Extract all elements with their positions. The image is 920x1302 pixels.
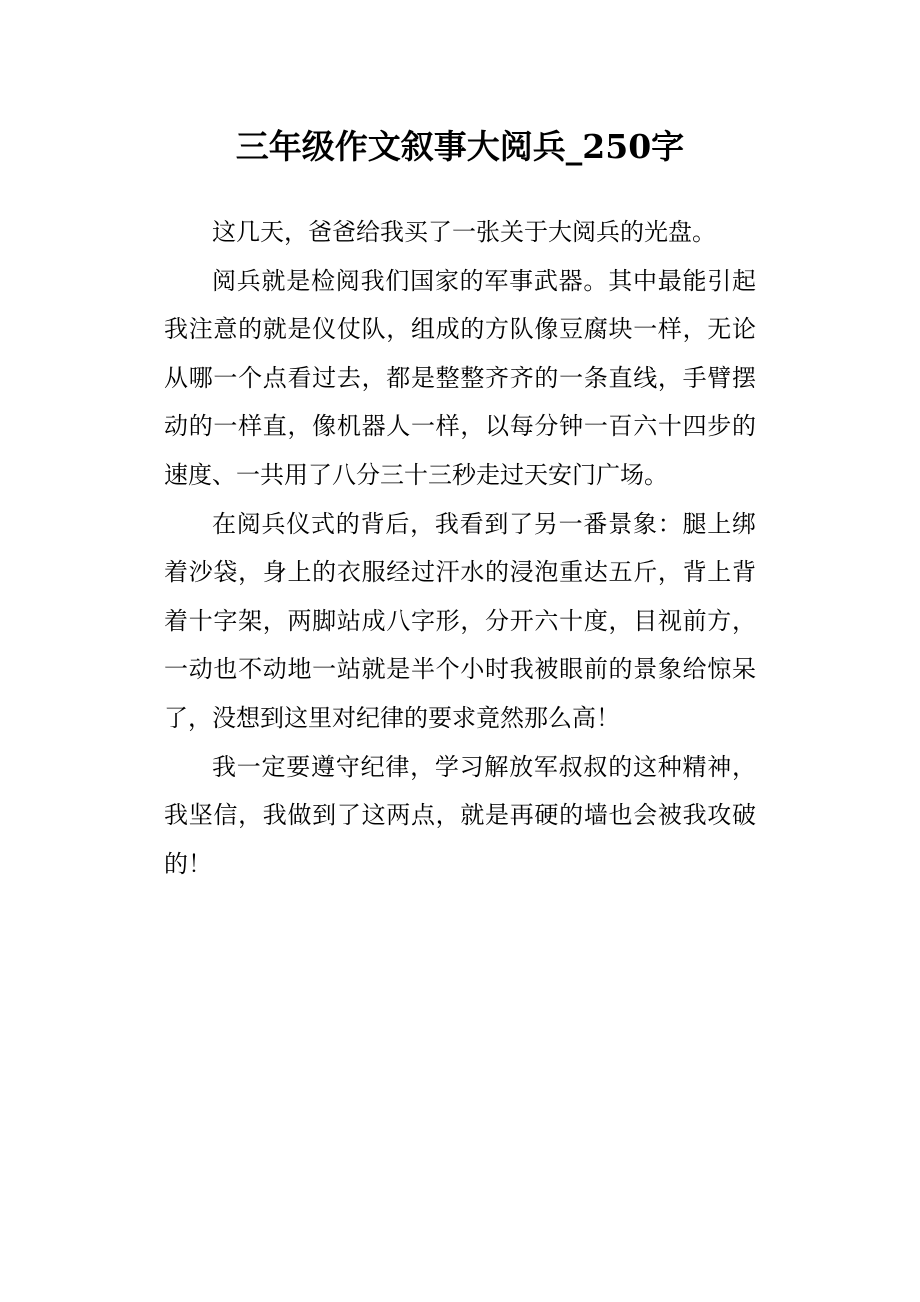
document-title: 三年级作文叙事大阅兵_250字	[235, 127, 685, 166]
paragraph-1: 这几天，爸爸给我买了一张关于大阅兵的光盘。	[212, 218, 716, 246]
paragraph-4: 我一定要遵守纪律，学习解放军叔叔的这种精神，我坚信，我做到了这两点，就是再硬的墙也会被我攻破的！	[164, 752, 756, 878]
paragraph-3: 在阅兵仪式的背后，我看到了另一番景象：腿上绑着沙袋，身上的衣服经过汗水的浸泡重达五斤，背上背着十字架，两脚站成八字形，分开六十度，目视前方，一动也不动地一站就是半个小时我被眼前的景象给惊呆了，没想到这里对纪律的要求竟然那么高！	[164, 509, 756, 732]
paragraph-2: 阅兵就是检阅我们国家的军事武器。其中最能引起我注意的就是仪仗队，组成的方队像豆腐块一样，无论从哪一个点看过去，都是整整齐齐的一条直线，手臂摆动的一样直，像机器人一样，以每分钟一百六十四步的速度、一共用了八分三十三秒走过天安门广场。	[164, 266, 756, 489]
document-body	[164, 208, 756, 888]
